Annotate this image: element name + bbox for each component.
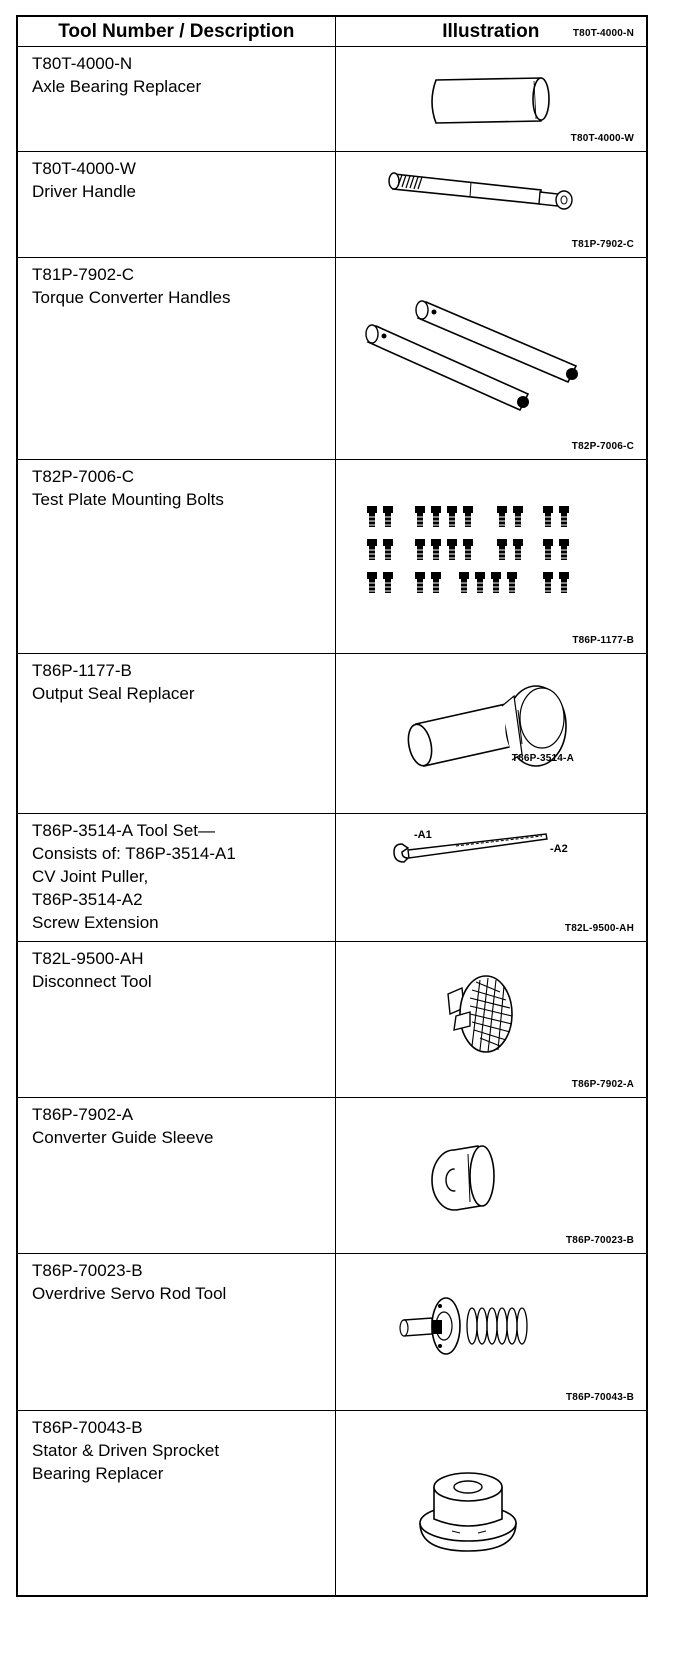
tool-description: Stator & Driven Sprocket [32, 1441, 220, 1460]
illustration-cell [335, 441, 647, 654]
tool-description: Axle Bearing Replacer [32, 77, 202, 96]
illustration-cell [335, 1392, 647, 1596]
part-label-a1: -A1 [413, 829, 432, 841]
table-row [17, 654, 647, 814]
column-header-tool-description: Tool Number / Description [17, 16, 335, 47]
table-row [17, 942, 647, 1098]
table-row [17, 152, 647, 258]
illustration-cell [335, 1235, 647, 1411]
illustration-caption: T86P-3514-A [511, 753, 574, 764]
tool-description: Test Plate Mounting Bolts [32, 490, 224, 509]
tool-description: Disconnect Tool [32, 972, 152, 991]
disconnect-tool-icon [336, 942, 648, 1098]
tool-description: Consists of: T86P-3514-A1 [32, 844, 236, 863]
table-row [17, 460, 647, 654]
table-row [17, 1098, 647, 1254]
illustration-cell [335, 239, 647, 460]
tool-description-cell [17, 258, 335, 460]
tool-number: T81P-7902-C [32, 265, 135, 284]
tool-table [16, 15, 648, 1597]
illustration-caption: T80T-4000-W [570, 133, 634, 144]
tool-description: Bearing Replacer [32, 1464, 164, 1483]
tool-number: T86P-70023-B [32, 1261, 143, 1280]
table-header-row [17, 16, 647, 47]
tool-description: T86P-3514-A2 [32, 890, 143, 909]
illustration-cell [335, 1079, 647, 1254]
table-row [17, 1411, 647, 1596]
tool-description: Overdrive Servo Rod Tool [32, 1284, 227, 1303]
tool-description-cell [17, 47, 335, 152]
tool-description: Output Seal Replacer [32, 684, 195, 703]
tool-number: T80T-4000-W [32, 159, 136, 178]
tool-description-cell [17, 460, 335, 654]
tool-description: CV Joint Puller, [32, 867, 149, 886]
tool-description-cell [17, 152, 335, 258]
tool-description-cell [17, 654, 335, 814]
tool-description-cell [17, 1411, 335, 1596]
tool-table-sheet [16, 15, 646, 1597]
tool-description: Torque Converter Handles [32, 288, 231, 307]
tool-description-cell [17, 1098, 335, 1254]
illustration-caption: T82P-7006-C [571, 441, 634, 452]
output-seal-replacer-icon [336, 654, 648, 814]
tool-number: T82L-9500-AH [32, 949, 144, 968]
column-header-illustration: Illustration [335, 16, 647, 47]
table-row [17, 1254, 647, 1411]
illustration-caption: T81P-7902-C [571, 239, 634, 250]
sprocket-bearing-replacer-icon [336, 1411, 648, 1596]
mounting-bolts-icon [336, 460, 648, 654]
tool-description-cell [17, 942, 335, 1098]
torque-converter-handles-icon [336, 258, 648, 460]
servo-rod-tool-icon [336, 1254, 648, 1411]
illustration-caption: T86P-1177-B [572, 635, 634, 646]
tool-number: T86P-7902-A [32, 1105, 134, 1124]
tool-number: T80T-4000-N [32, 54, 133, 73]
tool-number: T86P-1177-B [32, 661, 132, 680]
tool-description: Screw Extension [32, 913, 159, 932]
illustration-caption: T86P-70043-B [566, 1392, 634, 1403]
tool-description: Converter Guide Sleeve [32, 1128, 214, 1147]
illustration-cell [335, 635, 647, 814]
tool-description-cell [17, 1254, 335, 1411]
illustration-caption: T80T-4000-N [572, 28, 634, 39]
tool-number: T86P-70043-B [32, 1418, 143, 1437]
table-row [17, 47, 647, 152]
illustration-caption: T86P-7902-A [571, 1079, 634, 1090]
converter-guide-sleeve-icon [336, 1098, 648, 1254]
tool-number: T82P-7006-C [32, 467, 135, 486]
tool-number: T86P-3514-A Tool Set— [32, 821, 216, 840]
tool-description: Driver Handle [32, 182, 136, 201]
illustration-caption: T86P-70023-B [566, 1235, 634, 1246]
table-row [17, 814, 647, 942]
part-label-a2: -A2 [549, 843, 568, 855]
table-row [17, 258, 647, 460]
tool-description-cell [17, 814, 335, 942]
illustration-cell [335, 923, 647, 1098]
illustration-caption: T82L-9500-AH [564, 923, 634, 934]
